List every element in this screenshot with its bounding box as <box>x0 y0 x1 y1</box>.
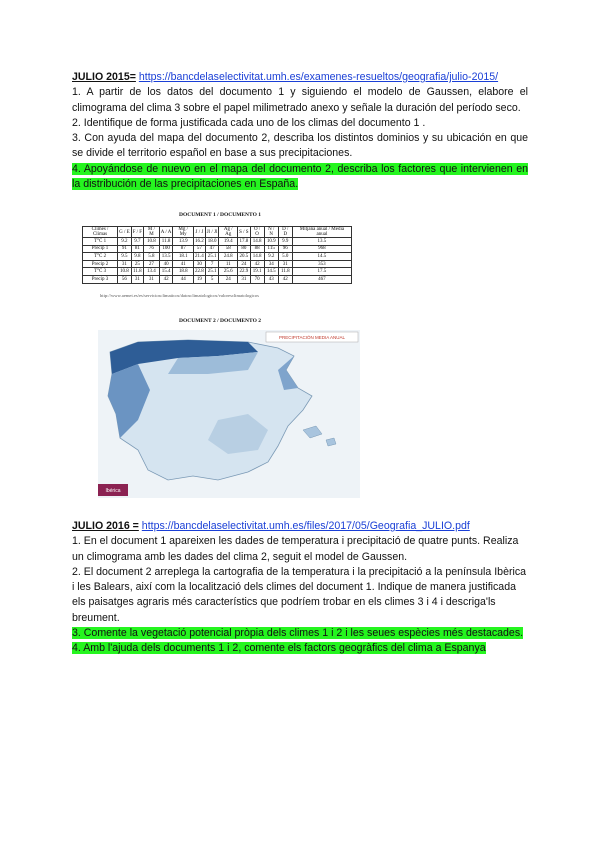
table-cell: 10.8 <box>118 268 132 276</box>
table-header-cell: G / E <box>118 227 132 238</box>
table-cell: 9.8 <box>131 253 143 261</box>
table-cell: 91 <box>118 245 132 253</box>
table-cell: 467 <box>292 275 351 283</box>
question-2015-4-text: 4. Apoyándose de nuevo en el mapa del documento 2, describa los factores que intervienen en la distribución de las precipitaciones en España. <box>72 162 528 191</box>
table-header-cell: Jl / Jl <box>205 227 219 238</box>
table-cell: 81 <box>131 245 143 253</box>
table-cell: 15.4 <box>159 268 173 276</box>
table-cell: 20.5 <box>239 253 249 259</box>
table-cell: 80 <box>238 245 250 253</box>
table-cell: 14.8 <box>250 253 264 261</box>
table-cell: 14.5 <box>264 268 278 276</box>
table-cell: 14.5 <box>292 253 351 261</box>
table-header-cell: D / D <box>278 227 292 238</box>
precipitation-map <box>98 330 360 498</box>
table-cell: 17.8 <box>239 238 249 244</box>
table-cell: 43 <box>264 275 278 283</box>
table-cell: Precip 3 <box>83 275 118 283</box>
table-cell: 30 <box>194 260 206 268</box>
table-cell: 13.4 <box>144 268 160 276</box>
table-cell: 42 <box>250 260 264 268</box>
table-cell: 14.8 <box>250 238 264 246</box>
document-1-caption: DOCUMENT 1 / DOCUMENTO 1 <box>179 212 261 218</box>
table-cell: 56 <box>118 275 132 283</box>
table-cell: 44 <box>173 275 194 283</box>
table-cell: 9.7 <box>131 238 143 246</box>
table-row <box>83 253 352 261</box>
question-2015-4 <box>72 162 528 193</box>
table-header-cell: S / S <box>238 227 250 238</box>
table-cell: 25.1 <box>205 268 219 276</box>
table-header-cell: A / A <box>159 227 173 238</box>
table-cell: 24 <box>219 275 238 283</box>
table-cell: 11.8 <box>278 268 292 276</box>
table-cell: Precip 2 <box>83 260 118 268</box>
document-2-caption: DOCUMENT 2 / DOCUMENTO 2 <box>179 318 261 324</box>
table-header-cell: Ag / Ag <box>219 227 238 238</box>
table-header-cell: F / F <box>131 227 143 238</box>
table-header-cell: J / J <box>194 227 206 238</box>
question-2015-3: 3. Con ayuda del mapa del documento 2, describa los distintos dominios y su ubicación en que se divide el territorio español en base a sus precipitaciones. <box>72 132 528 160</box>
table-cell: 10.9 <box>264 238 278 246</box>
table-cell: 31 <box>144 275 160 283</box>
question-2016-4-text: 4. Amb l'ajuda dels documents 1 i 2, comente els factors geogràfics del clima a Espanya <box>72 642 486 655</box>
table-cell: 57 <box>194 245 206 253</box>
table-body <box>83 238 352 284</box>
table-row <box>83 268 352 276</box>
question-2016-4 <box>72 641 528 656</box>
table-cell: 22.9 <box>239 269 249 275</box>
table-header-cell: Mitjana anual / Media anual <box>292 227 351 238</box>
map-title: PRECIPITACIÓN MEDIA ANUAL <box>279 335 345 340</box>
table-cell: 96 <box>278 245 292 253</box>
table-cell: 5.0 <box>278 253 292 261</box>
section-2016 <box>72 519 528 657</box>
table-cell: 24 <box>238 260 250 268</box>
table-cell: 968 <box>292 245 351 253</box>
table-header-cell: Climes / Climas <box>83 227 118 238</box>
table-cell: 31 <box>238 275 250 283</box>
table-cell: 42 <box>159 275 173 283</box>
exam-figure <box>70 208 530 500</box>
table-cell: 42 <box>278 275 292 283</box>
table-row <box>83 238 352 246</box>
table-cell: 16.2 <box>195 238 204 244</box>
table-cell: 18.1 <box>173 253 194 261</box>
table-cell: 7 <box>205 260 219 268</box>
table-cell: 22.8 <box>195 269 204 275</box>
section-2016-link[interactable]: https://bancdelaselectivitat.umh.es/files/2017/05/Geografia_JULIO.pdf <box>141 520 470 532</box>
table-header-row <box>83 227 352 238</box>
source-link[interactable]: http://www.aemet.es/es/serviciosclimaticos/datosclimatologicos/valoresclimatologicos <box>100 293 259 298</box>
table-cell: 19.1 <box>250 268 264 276</box>
table-row <box>83 260 352 268</box>
table-header-cell: Mg / My <box>173 227 194 238</box>
table-cell: 58 <box>219 245 238 253</box>
table-cell: 31 <box>118 260 132 268</box>
section-2015-heading: JULIO 2015= <box>72 71 136 83</box>
table-cell: 76 <box>144 245 160 253</box>
section-2016-heading: JULIO 2016 = <box>72 520 139 532</box>
table-cell: 24.8 <box>219 253 238 261</box>
table-header-cell: O / O <box>250 227 264 238</box>
table-cell: 34 <box>264 260 278 268</box>
table-cell: 10.8 <box>144 238 160 246</box>
climate-data-table <box>82 226 352 284</box>
table-cell: 17.5 <box>292 268 351 276</box>
table-row <box>83 275 352 283</box>
section-2015-link[interactable]: https://bancdelaselectivitat.umh.es/examenes-resueltos/geografia/julio-2015/ <box>138 71 499 83</box>
table-cell: 41 <box>173 260 194 268</box>
table-cell: 25.1 <box>205 253 219 261</box>
table-cell: 31 <box>278 260 292 268</box>
table-cell: 18.8 <box>173 268 194 276</box>
question-2016-3-text: 3. Comente la vegetació potencial pròpia dels climes 1 i 2 i les seues espècies més destacades. <box>72 627 524 640</box>
table-cell: Precip 1 <box>83 245 118 253</box>
section-2016-title-line <box>72 519 528 534</box>
table-cell: 27 <box>144 260 160 268</box>
question-2016-1: 1. En el document 1 apareixen les dades de temperatura i precipitació de quatre punts. Realiza un climograma amb les dades del clima 2, seguit el model de Gaussen. <box>72 535 519 563</box>
table-cell: 19 <box>194 275 206 283</box>
table-cell: 31 <box>131 275 143 283</box>
table-cell: T°C 1 <box>83 238 118 246</box>
table-cell: 21.4 <box>195 253 204 259</box>
table-cell: 70 <box>250 275 264 283</box>
table-cell: 11 <box>219 260 238 268</box>
table-cell: 115 <box>264 245 278 253</box>
table-header-cell: M / M <box>144 227 160 238</box>
table-cell: T°C 3 <box>83 268 118 276</box>
question-2016-2: 2. El document 2 arreplega la cartografia de la temperatura i la precipitació a la península Ibèrica i les Balears, així com la localització dels climes del document 1. Indique de manera justificada els paisatges agraris més característics que podríem trobar en els climes 3 i 4 i descriga'ls breument. <box>72 565 527 624</box>
table-cell: 11.8 <box>159 238 173 246</box>
question-2015-2: 2. Identifique de forma justificada cada uno de los climas del documento 1 . <box>72 116 426 129</box>
table-cell: 47 <box>205 245 219 253</box>
table-cell: 88 <box>250 245 264 253</box>
question-2015-1: 1. A partir de los datos del documento 1 y siguiendo el modelo de Gaussen, elabore el climograma del clima 3 sobre el papel milimetrado anexo y señale la duración del período seco. <box>72 86 528 114</box>
table-cell: 9.5 <box>118 253 132 261</box>
table-cell: 9.2 <box>264 253 278 261</box>
table-cell: 353 <box>292 260 351 268</box>
table-cell: 9.9 <box>278 238 292 246</box>
table-cell: 13.5 <box>159 253 173 261</box>
table-cell: 13.9 <box>173 238 194 246</box>
table-cell: 5 <box>205 275 219 283</box>
table-cell: 25 <box>131 260 143 268</box>
table-cell: T°C 2 <box>83 253 118 261</box>
table-cell: 19.4 <box>219 238 238 246</box>
table-cell: 18.0 <box>205 238 219 246</box>
table-cell: 11.8 <box>133 269 142 275</box>
table-header-cell: N / N <box>264 227 278 238</box>
table-cell: 9.2 <box>118 238 132 246</box>
table-cell: 87 <box>173 245 194 253</box>
table-cell: 13.5 <box>292 238 351 246</box>
question-2016-3 <box>72 626 528 641</box>
table-cell: 40 <box>159 260 173 268</box>
section-2015 <box>72 70 528 192</box>
table-cell: 5.8 <box>144 253 160 261</box>
corner-label: Ibérica <box>105 488 121 494</box>
table-row <box>83 245 352 253</box>
section-2015-title-line <box>72 70 528 85</box>
table-cell: 25.6 <box>219 268 238 276</box>
table-cell: 100 <box>159 245 173 253</box>
